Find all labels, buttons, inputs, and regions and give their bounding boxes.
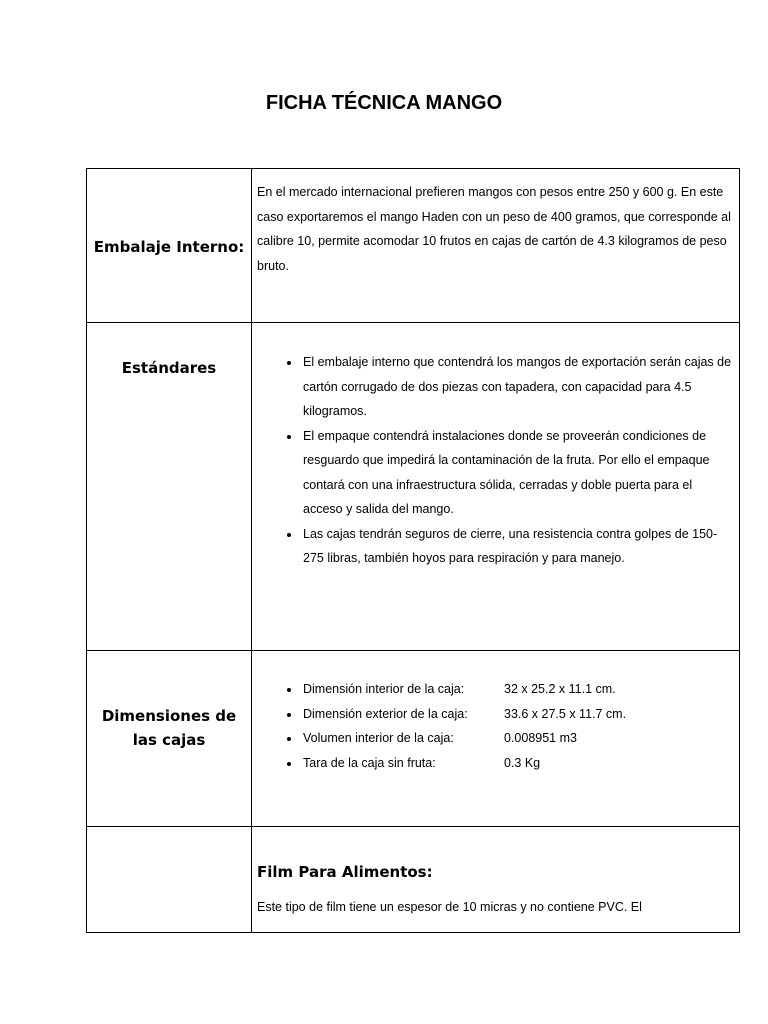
list-item xyxy=(301,677,733,702)
row-label: Embalaje Interno: xyxy=(93,238,245,256)
row-label-cell xyxy=(87,827,252,933)
page-title: FICHA TÉCNICA MANGO xyxy=(265,92,503,114)
dimension-value: 0.008951 m3 xyxy=(504,731,577,745)
table-row xyxy=(87,323,740,651)
dimension-name: Dimensión interior de la caja: xyxy=(303,682,465,696)
spec-table xyxy=(86,168,740,933)
row-label xyxy=(87,704,251,752)
row-label-cell xyxy=(87,169,252,323)
row-content-cell xyxy=(252,651,740,827)
embalaje-paragraph: En el mercado internacional prefieren mangos con pesos entre 250 y 600 g. En este caso exportaremos el mango Haden con un peso de 400 gramos, que corresponde al calibre 10, permite acomodar 10 frutos en cajas de cartón de 4.3 kilogramos de peso bruto. xyxy=(257,185,731,273)
dimensions-list xyxy=(257,677,733,775)
dimension-value: 33.6 x 27.5 x 11.7 cm. xyxy=(504,706,627,721)
table-row xyxy=(87,651,740,827)
row-content-cell xyxy=(252,323,740,651)
row-label-line: las cajas xyxy=(132,731,206,749)
list-item: • El empaque contendrá instalaciones donde se proveerán condiciones de resguardo que impedirá la contaminación de la fruta. Por ello el empaque contará con una infraestructura sólida, cerradas y doble puerta para el acceso y salida del mango. xyxy=(301,424,733,522)
dimension-value: 32 x 25.2 x 11.1 cm. xyxy=(504,682,616,696)
dimension-name: Dimensión exterior de la caja: xyxy=(303,706,468,721)
list-item xyxy=(301,726,733,751)
table-row xyxy=(87,169,740,323)
list-item: • Las cajas tendrán seguros de cierre, una resistencia contra golpes de 150-275 libras, también hoyos para respiración y para manejo. xyxy=(301,522,733,571)
list-item xyxy=(301,751,733,776)
row-label-line: Dimensiones de xyxy=(101,707,237,725)
standards-list xyxy=(257,350,733,571)
row-content-cell xyxy=(252,169,740,323)
dimension-name: Tara de la caja sin fruta: xyxy=(303,755,436,770)
film-paragraph: Este tipo de film tiene un espesor de 10 micras y no contiene PVC. El xyxy=(257,900,642,914)
row-label-cell xyxy=(87,651,252,827)
dimension-name: Volumen interior de la caja: xyxy=(303,731,454,745)
list-item xyxy=(301,702,733,727)
dimension-value: 0.3 Kg xyxy=(504,755,541,770)
list-item: • El embalaje interno que contendrá los mangos de exportación serán cajas de cartón corrugado de dos piezas con tapadera, con capacidad para 4.5 kilogramos. xyxy=(301,350,733,424)
row-content-cell xyxy=(252,827,740,933)
film-heading: Film Para Alimentos: xyxy=(257,863,433,881)
table-row xyxy=(87,827,740,933)
row-label: Estándares xyxy=(121,359,217,377)
row-label-cell xyxy=(87,323,252,651)
